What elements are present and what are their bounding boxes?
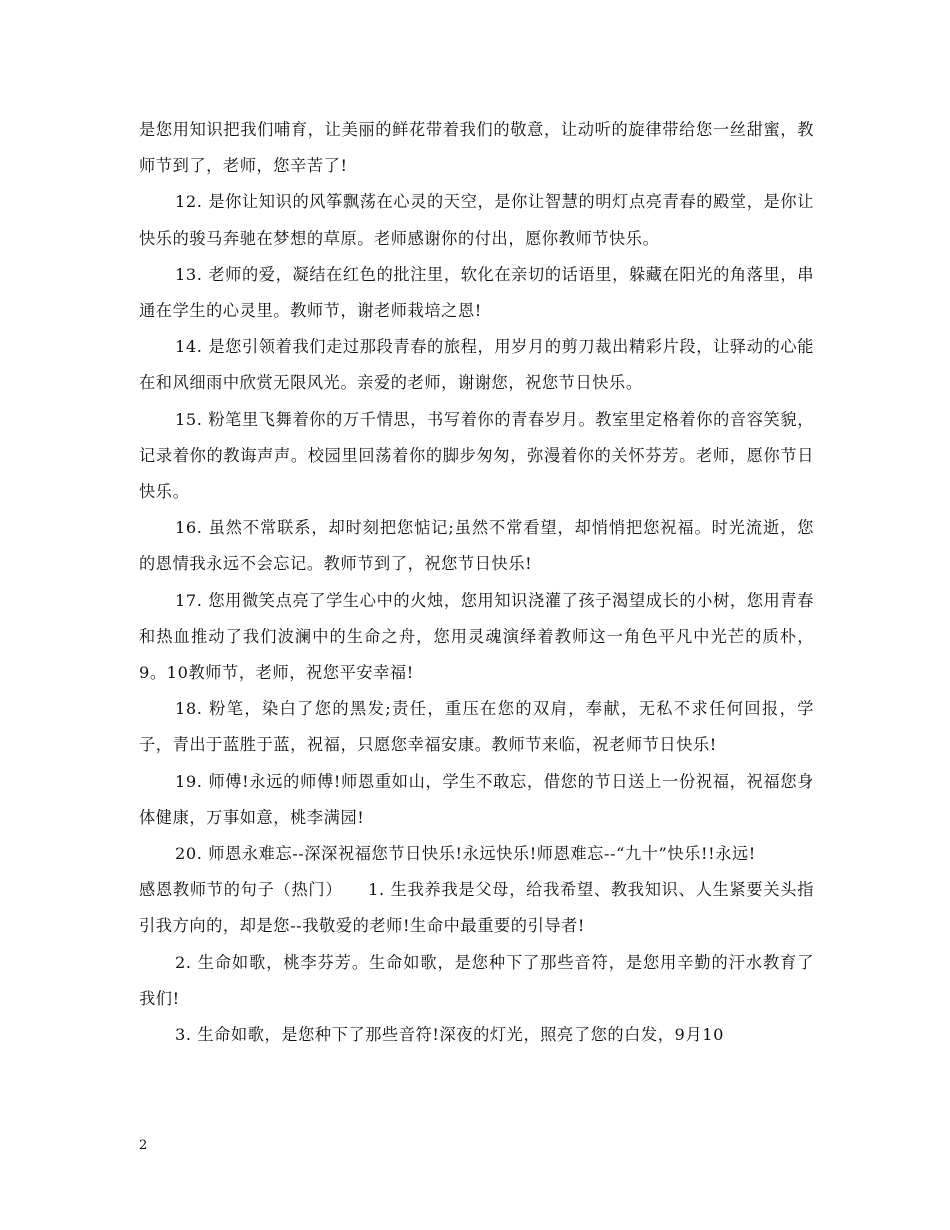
paragraph: 16. 虽然不常联系，却时刻把您惦记;虽然不常看望，却悄悄把您祝福。时光流逝，您的恩情我永远不会忘记。教师节到了，祝您节日快乐! — [139, 518, 814, 574]
paragraph: 感恩教师节的句子（热门） 1. 生我养我是父母，给我希望、教我知识、人生紧要关头指引我方向的，却是您--我敬爱的老师!生命中最重要的引导者! — [139, 880, 814, 936]
paragraph: 2. 生命如歌，桃李芬芳。生命如歌，是您种下了那些音符，是您用辛勤的汗水教育了我们! — [139, 952, 814, 1008]
page-number: 2 — [139, 1138, 148, 1153]
paragraph: 是您用知识把我们哺育，让美丽的鲜花带着我们的敬意，让动听的旋律带给您一丝甜蜜，教师节到了，老师，您辛苦了! — [139, 120, 814, 176]
paragraph: 13. 老师的爱，凝结在红色的批注里，软化在亲切的话语里，躲藏在阳光的角落里，串通在学生的心灵里。教师节，谢老师栽培之恩! — [139, 264, 814, 321]
paragraph: 20. 师恩永难忘--深深祝福您节日快乐!永远快乐!师恩难忘--“九十”快乐!!永远! — [175, 844, 756, 864]
paragraph: 12. 是你让知识的风筝飘荡在心灵的天空，是你让智慧的明灯点亮青春的殿堂，是你让快乐的骏马奔驰在梦想的草原。老师感谢你的付出，愿你教师节快乐。 — [139, 192, 814, 248]
document-body — [139, 112, 814, 1053]
paragraph: 17. 您用微笑点亮了学生心中的火烛，您用知识浇灌了孩子渴望成长的小树，您用青春和热血推动了我们波澜中的生命之舟，您用灵魂演绎着教师这一角色平凡中光芒的质朴，9。10教师节，老师，祝您平安幸福! — [139, 590, 814, 683]
paragraph: 19. 师傅!永远的师傅!师恩重如山，学生不敢忘，借您的节日送上一份祝福，祝福您身体健康，万事如意，桃李满园! — [139, 771, 814, 827]
paragraph: 15. 粉笔里飞舞着你的万千情思，书写着你的青春岁月。教室里定格着你的音容笑貌，记录着你的教诲声声。校园里回荡着你的脚步匆匆，弥漫着你的关怀芬芳。老师，愿你节日快乐。 — [139, 409, 814, 502]
paragraph: 3. 生命如歌，是您种下了那些音符!深夜的灯光，照亮了您的白发，9月10 — [175, 1025, 725, 1045]
paragraph: 18. 粉笔，染白了您的黑发;责任，重压在您的双肩，奉献，无私不求任何回报，学子，青出于蓝胜于蓝，祝福，只愿您幸福安康。教师节来临，祝老师节日快乐! — [139, 699, 814, 755]
paragraph: 14. 是您引领着我们走过那段青春的旅程，用岁月的剪刀裁出精彩片段，让驿动的心能在和风细雨中欣赏无限风光。亲爱的老师，谢谢您，祝您节日快乐。 — [139, 337, 814, 393]
